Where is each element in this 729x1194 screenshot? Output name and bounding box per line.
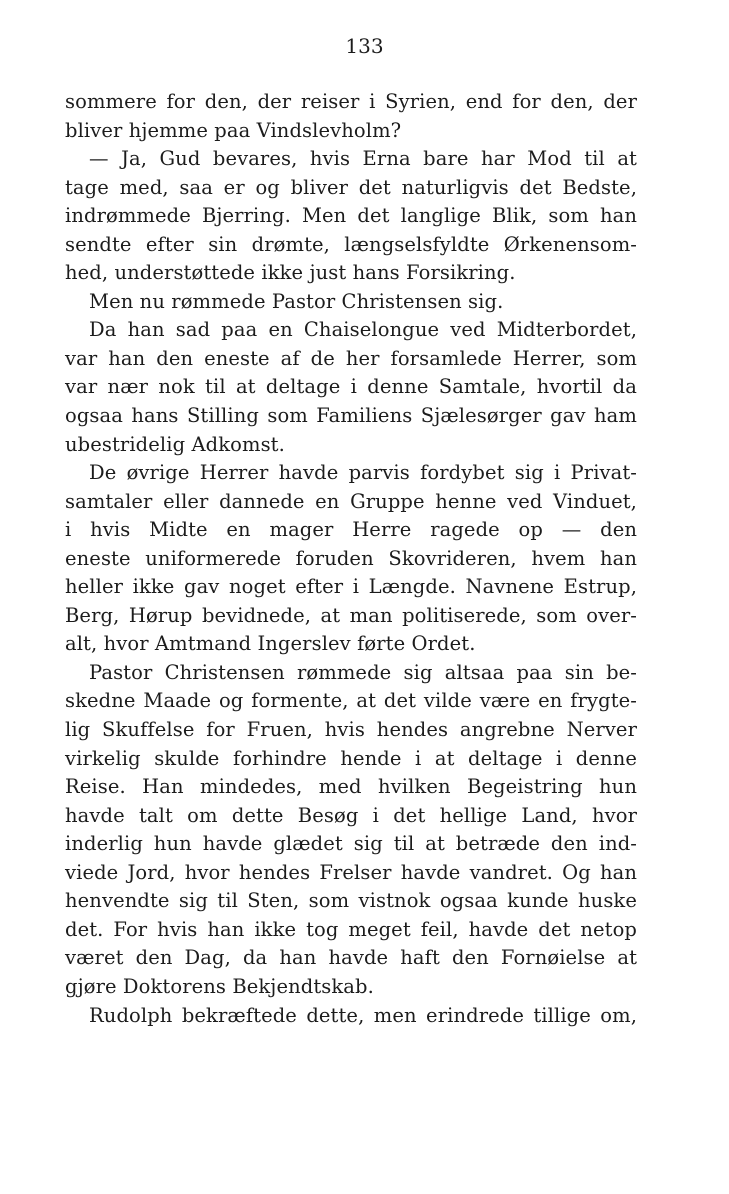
text-line: skedne Maade og formente, at det vilde være en frygte- <box>65 689 637 713</box>
text-line: alt, hvor Amtmand Ingerslev førte Ordet. <box>65 632 476 656</box>
text-line: havde talt om dette Besøg i det hellige Land, hvor <box>65 803 637 827</box>
text-line: virkelig skulde forhindre hende i at deltage i denne <box>65 746 637 770</box>
text-line: bliver hjemme paa Vindslevholm? <box>65 118 402 142</box>
text-line: tage med, saa er og bliver det naturligvis det Bedste, <box>65 175 637 199</box>
text-line: hed, understøttede ikke just hans Forsikring. <box>65 261 516 285</box>
text-line: var han den eneste af de her forsamlede Herrer, som <box>65 346 637 370</box>
text-line: Berg, Hørup bevidnede, at man politiserede, som over- <box>65 603 637 627</box>
text-line: Da han sad paa en Chaiselongue ved Midterbordet, <box>89 318 637 342</box>
text-line: heller ikke gav noget efter i Længde. Navnene Estrup, <box>65 575 637 599</box>
text-line: været den Dag, da han havde haft den Fornøielse at <box>65 946 637 970</box>
text-line: lig Skuffelse for Fruen, hvis hendes angrebne Nerver <box>65 718 637 742</box>
text-line: henvendte sig til Sten, som vistnok ogsaa kunde huske <box>65 889 637 913</box>
text-line: Men nu rømmede Pastor Christensen sig. <box>89 289 504 313</box>
text-line: sommere for den, der reiser i Syrien, end for den, der <box>65 90 637 113</box>
text-line: samtaler eller dannede en Gruppe henne ved Vinduet, <box>65 489 637 513</box>
text-line: viede Jord, hvor hendes Frelser havde vandret. Og han <box>65 860 637 884</box>
text-line: var nær nok til at deltage i denne Samtale, hvortil da <box>65 375 637 399</box>
page-number: 133 <box>345 34 384 58</box>
text-line: Reise. Han mindedes, med hvilken Begeistring hun <box>65 775 637 799</box>
text-line: indrømmede Bjerring. Men det langlige Blik, som han <box>65 204 637 228</box>
body-text <box>65 88 637 1030</box>
text-line: sendte efter sin drømte, længselsfyldte Ørkenensom- <box>65 232 637 256</box>
text-line: ubestridelig Adkomst. <box>65 432 285 456</box>
text-line: ogsaa hans Stilling som Familiens Sjælesørger gav ham <box>65 404 637 428</box>
text-line: gjøre Doktorens Bekjendtskab. <box>65 974 374 998</box>
text-line: inderlig hun havde glædet sig til at betræde den ind- <box>65 832 637 856</box>
text-line: eneste uniformerede foruden Skovrideren, hvem han <box>65 546 637 570</box>
text-line: Rudolph bekræftede dette, men erindrede tillige om, <box>89 1003 637 1027</box>
text-line: Pastor Christensen rømmede sig altsaa paa sin be- <box>89 660 637 684</box>
text-line: det. For hvis han ikke tog meget feil, havde det netop <box>65 917 637 941</box>
text-line: i hvis Midte en mager Herre ragede op — den <box>65 518 637 542</box>
text-line: — Ja, Gud bevares, hvis Erna bare har Mod til at <box>89 147 637 171</box>
text-line: De øvrige Herrer havde parvis fordybet sig i Privat- <box>89 461 637 485</box>
